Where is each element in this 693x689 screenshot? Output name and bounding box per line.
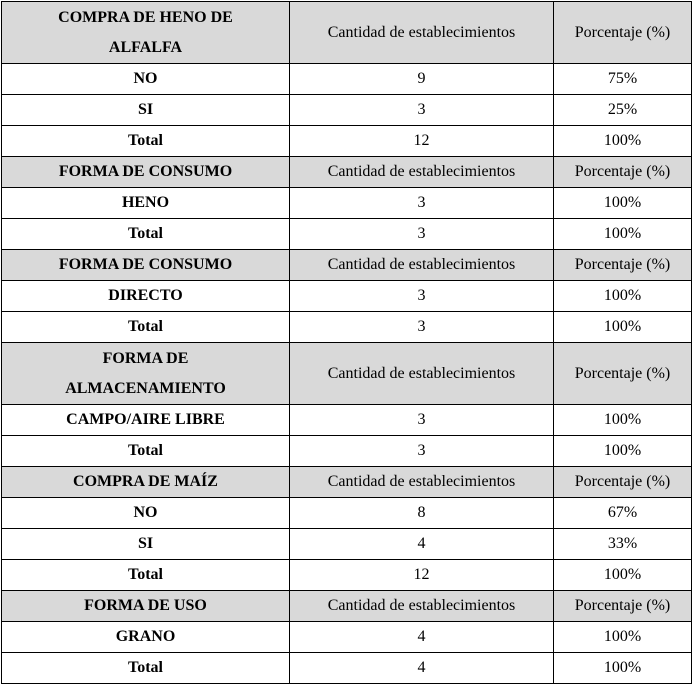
table-row (2, 95, 692, 126)
column-header-percent: Porcentaje (%) (554, 343, 692, 405)
column-header-percent: Porcentaje (%) (554, 467, 692, 498)
section-heading-line: FORMA DE CONSUMO (58, 163, 233, 180)
table-row (2, 219, 692, 250)
data-table (1, 1, 692, 684)
table-row (2, 281, 692, 312)
table-body (2, 2, 692, 684)
row-count-cell: 12 (290, 560, 554, 591)
column-header-count: Cantidad de establecimientos (290, 157, 554, 188)
row-label-cell: HENO (2, 188, 290, 219)
section-heading-line: COMPRA DE HENO DE (58, 8, 233, 26)
column-header-count: Cantidad de establecimientos (290, 2, 554, 64)
row-count-cell: 3 (290, 95, 554, 126)
row-label-cell: Total (2, 653, 290, 684)
section-header-row (2, 467, 692, 498)
section-heading-cell (2, 467, 290, 498)
row-percent-cell: 100% (554, 188, 692, 219)
row-count-cell: 4 (290, 529, 554, 560)
section-heading-cell (2, 250, 290, 281)
row-count-cell: 4 (290, 653, 554, 684)
column-header-percent: Porcentaje (%) (554, 250, 692, 281)
row-percent-cell: 100% (554, 560, 692, 591)
row-label-cell: SI (2, 95, 290, 126)
table-row (2, 312, 692, 343)
row-count-cell: 4 (290, 622, 554, 653)
row-percent-cell: 33% (554, 529, 692, 560)
column-header-count: Cantidad de establecimientos (290, 343, 554, 405)
row-percent-cell: 100% (554, 126, 692, 157)
row-label-cell: Total (2, 560, 290, 591)
section-heading-line: FORMA DE CONSUMO (58, 256, 233, 273)
section-header-row (2, 343, 692, 405)
section-heading-cell (2, 591, 290, 622)
table-row (2, 405, 692, 436)
section-header-row (2, 2, 692, 64)
row-count-cell: 3 (290, 405, 554, 436)
row-count-cell: 3 (290, 219, 554, 250)
row-label-cell: Total (2, 219, 290, 250)
row-count-cell: 12 (290, 126, 554, 157)
column-header-count: Cantidad de establecimientos (290, 467, 554, 498)
row-percent-cell: 100% (554, 436, 692, 467)
row-percent-cell: 67% (554, 498, 692, 529)
row-label-cell: DIRECTO (2, 281, 290, 312)
row-count-cell: 3 (290, 312, 554, 343)
row-percent-cell: 100% (554, 219, 692, 250)
table-row (2, 126, 692, 157)
row-percent-cell: 25% (554, 95, 692, 126)
row-percent-cell: 100% (554, 622, 692, 653)
row-count-cell: 8 (290, 498, 554, 529)
row-label-cell: Total (2, 436, 290, 467)
row-label-cell: NO (2, 64, 290, 95)
row-label-cell: Total (2, 312, 290, 343)
row-percent-cell: 75% (554, 64, 692, 95)
row-count-cell: 3 (290, 436, 554, 467)
row-count-cell: 3 (290, 281, 554, 312)
section-header-row (2, 250, 692, 281)
section-heading-cell (2, 157, 290, 188)
row-percent-cell: 100% (554, 405, 692, 436)
table-row (2, 653, 692, 684)
table-row (2, 498, 692, 529)
section-heading-line: ALMACENAMIENTO (65, 379, 226, 397)
row-label-cell: SI (2, 529, 290, 560)
row-label-cell: NO (2, 498, 290, 529)
table-row (2, 188, 692, 219)
section-heading-cell (2, 2, 290, 64)
section-header-row (2, 591, 692, 622)
section-heading-line: FORMA DE (102, 349, 189, 367)
section-heading-line: COMPRA DE MAÍZ (73, 473, 218, 490)
row-label-cell: GRANO (2, 622, 290, 653)
table-row (2, 622, 692, 653)
row-percent-cell: 100% (554, 312, 692, 343)
column-header-percent: Porcentaje (%) (554, 591, 692, 622)
section-heading-line: FORMA DE USO (84, 597, 207, 614)
row-label-cell: Total (2, 126, 290, 157)
section-heading-cell (2, 343, 290, 405)
section-header-row (2, 157, 692, 188)
table-row (2, 64, 692, 95)
column-header-count: Cantidad de establecimientos (290, 250, 554, 281)
row-count-cell: 9 (290, 64, 554, 95)
table-row (2, 529, 692, 560)
section-heading-line: ALFALFA (108, 38, 183, 56)
row-count-cell: 3 (290, 188, 554, 219)
table-row (2, 560, 692, 591)
row-label-cell: CAMPO/AIRE LIBRE (2, 405, 290, 436)
row-percent-cell: 100% (554, 653, 692, 684)
row-percent-cell: 100% (554, 281, 692, 312)
column-header-count: Cantidad de establecimientos (290, 591, 554, 622)
column-header-percent: Porcentaje (%) (554, 2, 692, 64)
table-row (2, 436, 692, 467)
column-header-percent: Porcentaje (%) (554, 157, 692, 188)
